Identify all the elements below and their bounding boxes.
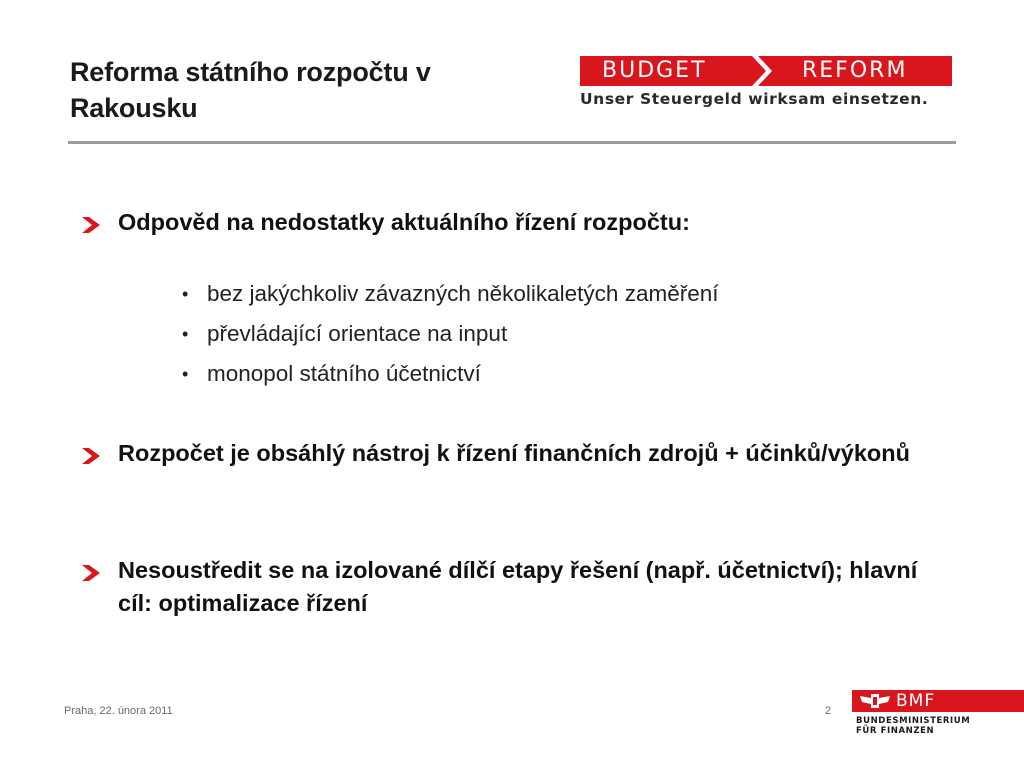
logo-tagline: Unser Steuergeld wirksam einsetzen.	[580, 90, 929, 108]
sub-bullet-dot: •	[182, 324, 189, 344]
sub-bullet-dot: •	[182, 284, 189, 304]
list-item	[182, 354, 882, 394]
page-number: 2	[825, 705, 832, 717]
sub-item-text: monopol státního účetnictví	[207, 361, 481, 386]
sub-item-text: převládající orientace na input	[207, 321, 508, 346]
logo-word-budget: BUDGET	[602, 58, 707, 83]
sub-bullet-dot: •	[182, 364, 189, 384]
bullet-1-text: Odpověd na nedostatky aktuálního řízení rozpočtu:	[118, 209, 690, 235]
sub-item-text: bez jakýchkoliv závazných několikaletých zaměření	[207, 281, 719, 306]
red-chevron-arrow-icon	[81, 563, 101, 583]
sub-bullet-list	[182, 274, 882, 394]
bullet-2-text: Rozpočet je obsáhlý nástroj k řízení finančních zdrojů + účinků/výkonů	[118, 440, 910, 466]
list-item	[182, 314, 882, 354]
logo-word-reform: REFORM	[802, 58, 908, 83]
list-item	[182, 274, 882, 314]
federal-eagle-icon	[860, 693, 890, 709]
bmf-logo	[852, 690, 1024, 742]
bmf-abbreviation: BMF	[896, 691, 936, 711]
red-chevron-arrow-icon	[81, 215, 101, 235]
bmf-name-line-2: FÜR FINANZEN	[856, 726, 935, 736]
footer-date-location: Praha, 22. února 2011	[64, 705, 173, 717]
slide-title: Reforma státního rozpočtu v Rakousku	[70, 57, 431, 123]
red-chevron-arrow-icon	[81, 446, 101, 466]
bmf-name-line-1: BUNDESMINISTERIUM	[856, 716, 971, 726]
bullet-3-text: Nesoustředit se na izolované dílčí etapy řešení (např. účetnictví); hlavní cíl: optimalizace řízení	[118, 557, 918, 616]
bmf-ministry-name	[856, 716, 1024, 736]
